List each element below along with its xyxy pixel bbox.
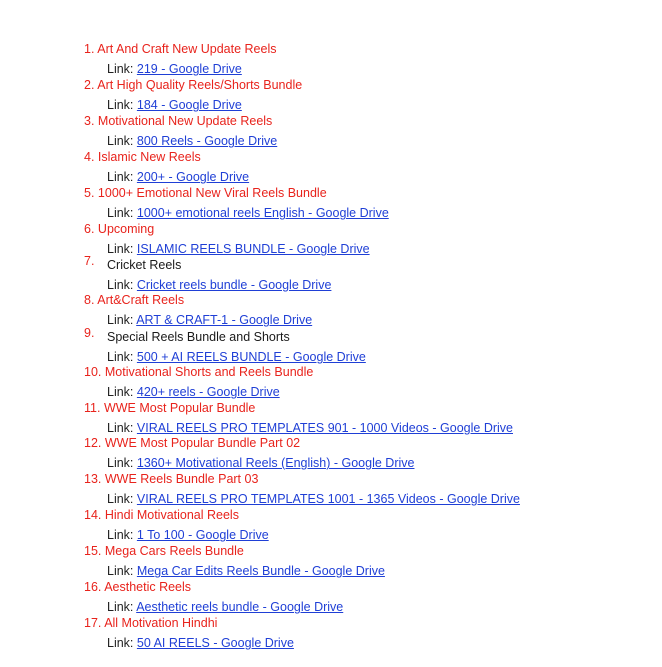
item-title: All Motivation Hindhi bbox=[104, 616, 218, 630]
google-drive-link[interactable]: 1 To 100 - Google Drive bbox=[136, 528, 269, 542]
link-label: Link: bbox=[107, 278, 137, 292]
link-label: Link: bbox=[107, 62, 137, 76]
link-label: Link: bbox=[107, 421, 137, 435]
google-drive-link[interactable]: VIRAL REELS PRO TEMPLATES 1001 - 1365 Videos - Google Drive bbox=[136, 492, 520, 506]
item-number: 5. bbox=[84, 186, 95, 200]
item-number: 6. bbox=[84, 222, 95, 236]
item-title: WWE Reels Bundle Part 03 bbox=[104, 472, 259, 486]
item-heading bbox=[84, 41, 276, 57]
link-label: Link: bbox=[107, 385, 137, 399]
item-heading bbox=[84, 364, 313, 380]
google-drive-link[interactable]: 420+ reels - Google Drive bbox=[136, 385, 280, 399]
item-title: WWE Most Popular Bundle Part 02 bbox=[104, 436, 301, 450]
link-line bbox=[107, 61, 242, 77]
item-title: Islamic New Reels bbox=[97, 150, 201, 164]
item-number: 8. bbox=[84, 293, 95, 307]
link-line bbox=[107, 205, 389, 221]
item-title: Upcoming bbox=[97, 222, 155, 236]
google-drive-link[interactable]: Cricket reels bundle - Google Drive bbox=[136, 278, 332, 292]
google-drive-link[interactable]: 1360+ Motivational Reels (English) - Google Drive bbox=[136, 456, 415, 470]
item-title: Mega Cars Reels Bundle bbox=[104, 544, 244, 558]
item-title: WWE Most Popular Bundle bbox=[103, 401, 256, 415]
item-number: 2. bbox=[84, 78, 95, 92]
item-title: Motivational Shorts and Reels Bundle bbox=[104, 365, 314, 379]
link-line bbox=[107, 349, 366, 365]
item-heading bbox=[84, 579, 191, 595]
link-line bbox=[107, 635, 294, 651]
google-drive-link[interactable]: VIRAL REELS PRO TEMPLATES 901 - 1000 Videos - Google Drive bbox=[136, 421, 513, 435]
link-label: Link: bbox=[107, 528, 137, 542]
link-line bbox=[107, 491, 520, 507]
item-number: 1. bbox=[84, 42, 95, 56]
item-heading bbox=[84, 77, 302, 93]
item-number: 11. bbox=[84, 401, 101, 415]
google-drive-link[interactable]: ISLAMIC REELS BUNDLE - Google Drive bbox=[136, 242, 370, 256]
item-title: Cricket Reels bbox=[107, 258, 182, 272]
item-number: 17. bbox=[84, 616, 102, 630]
link-line bbox=[107, 169, 249, 185]
item-heading bbox=[84, 543, 244, 559]
link-label: Link: bbox=[107, 170, 137, 184]
item-heading bbox=[84, 292, 184, 308]
item-title: Art&Craft Reels bbox=[97, 293, 185, 307]
item-title: 1000+ Emotional New Viral Reels Bundle bbox=[97, 186, 327, 200]
link-line bbox=[107, 241, 370, 257]
link-line bbox=[107, 97, 242, 113]
link-line bbox=[107, 599, 343, 615]
link-label: Link: bbox=[107, 134, 137, 148]
link-label: Link: bbox=[107, 456, 137, 470]
item-heading bbox=[84, 185, 327, 201]
link-line bbox=[107, 277, 331, 293]
item-heading bbox=[84, 435, 300, 451]
link-line bbox=[107, 384, 280, 400]
item-title: Art And Craft New Update Reels bbox=[97, 42, 277, 56]
link-label: Link: bbox=[107, 350, 137, 364]
item-title: Art High Quality Reels/Shorts Bundle bbox=[97, 78, 303, 92]
google-drive-link[interactable]: 800 Reels - Google Drive bbox=[136, 134, 278, 148]
link-label: Link: bbox=[107, 600, 137, 614]
google-drive-link[interactable]: 50 AI REELS - Google Drive bbox=[136, 636, 294, 650]
item-heading bbox=[84, 113, 272, 129]
item-title: Aesthetic Reels bbox=[104, 580, 192, 594]
link-label: Link: bbox=[107, 206, 137, 220]
link-label: Link: bbox=[107, 313, 137, 327]
link-line bbox=[107, 455, 414, 471]
google-drive-link[interactable]: 500 + AI REELS BUNDLE - Google Drive bbox=[136, 350, 366, 364]
google-drive-link[interactable]: ART & CRAFT-1 - Google Drive bbox=[136, 313, 313, 327]
item-heading bbox=[84, 221, 154, 237]
link-label: Link: bbox=[107, 98, 137, 112]
google-drive-link[interactable]: 200+ - Google Drive bbox=[136, 170, 250, 184]
link-line bbox=[107, 420, 513, 436]
item-number: 3. bbox=[84, 114, 95, 128]
item-heading bbox=[84, 471, 258, 487]
link-label: Link: bbox=[107, 242, 137, 256]
item-number: 4. bbox=[84, 150, 95, 164]
link-label: Link: bbox=[107, 492, 137, 506]
item-heading bbox=[84, 615, 217, 631]
link-line bbox=[107, 312, 312, 328]
google-drive-link[interactable]: 219 - Google Drive bbox=[136, 62, 242, 76]
item-heading bbox=[84, 149, 201, 165]
google-drive-link[interactable]: 1000+ emotional reels English - Google Drive bbox=[136, 206, 389, 220]
item-number: 13. bbox=[84, 472, 102, 486]
item-title: Hindi Motivational Reels bbox=[104, 508, 239, 522]
item-number: 14. bbox=[84, 508, 102, 522]
link-line bbox=[107, 563, 385, 579]
link-line bbox=[107, 527, 269, 543]
item-heading bbox=[84, 400, 255, 416]
item-number: 12. bbox=[84, 436, 102, 450]
google-drive-link[interactable]: 184 - Google Drive bbox=[136, 98, 242, 112]
google-drive-link[interactable]: Mega Car Edits Reels Bundle - Google Drive bbox=[136, 564, 385, 578]
item-number: 7. bbox=[84, 254, 95, 268]
item-number: 15. bbox=[84, 544, 102, 558]
link-label: Link: bbox=[107, 564, 137, 578]
item-title: Motivational New Update Reels bbox=[97, 114, 273, 128]
link-line bbox=[107, 133, 277, 149]
link-label: Link: bbox=[107, 636, 137, 650]
item-number: 9. bbox=[84, 326, 95, 340]
item-title: Special Reels Bundle and Shorts bbox=[107, 330, 290, 344]
google-drive-link[interactable]: Aesthetic reels bundle - Google Drive bbox=[136, 600, 344, 614]
item-heading bbox=[84, 507, 239, 523]
item-number: 16. bbox=[84, 580, 102, 594]
item-number: 10. bbox=[84, 365, 102, 379]
